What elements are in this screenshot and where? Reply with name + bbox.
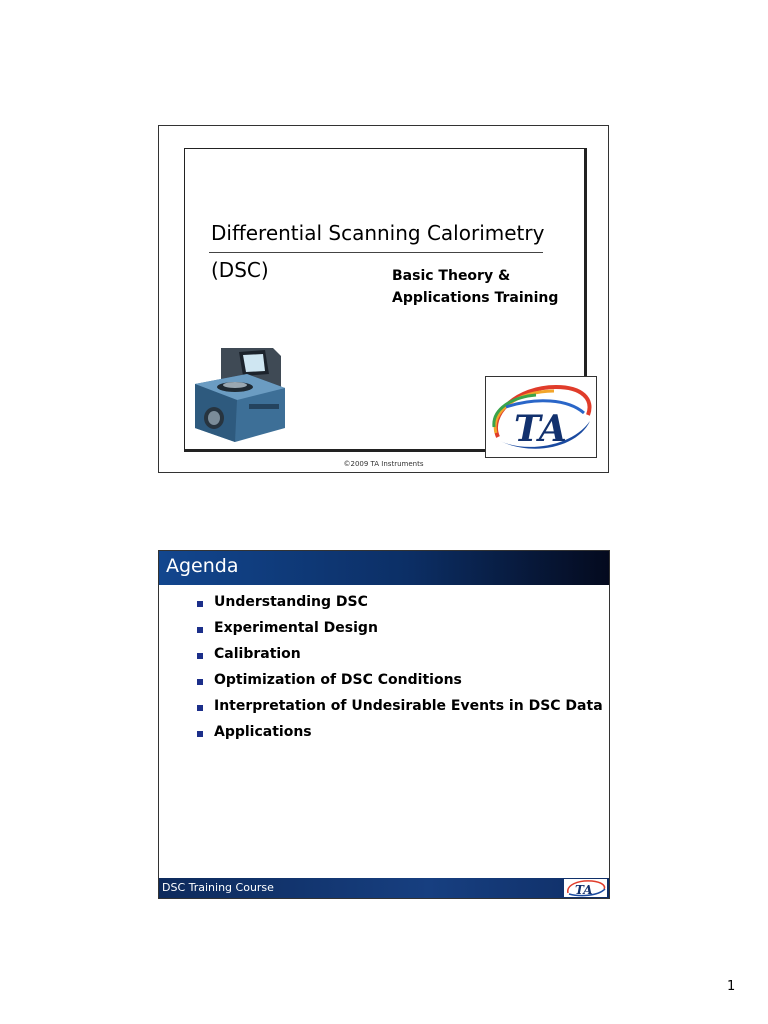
page-number: 1 (727, 979, 736, 994)
subtitle-line-1: Basic Theory & (392, 268, 511, 284)
slide-footer-bar (159, 878, 609, 898)
subtitle-line-2: Applications Training (392, 290, 559, 306)
dsc-instrument-image (191, 344, 291, 446)
bullet-icon (197, 731, 203, 737)
agenda-item: Applications (197, 724, 603, 750)
agenda-item: Optimization of DSC Conditions (197, 672, 603, 698)
agenda-item: Interpretation of Undesirable Events in DSC Data (197, 698, 603, 724)
footer-ta-logo (564, 879, 607, 897)
agenda-item: Experimental Design (197, 620, 603, 646)
slide-title: Differential Scanning Calorimetry (211, 221, 545, 245)
bullet-icon (197, 601, 203, 607)
ta-logo-text: TA (514, 408, 567, 450)
ta-logo (485, 376, 597, 458)
ta-logo-small-text: TA (575, 883, 593, 897)
agenda-slide (158, 550, 610, 899)
copyright-text: ©2009 TA Instruments (343, 460, 424, 468)
slide-header-bar (159, 551, 609, 585)
slide-title-abbrev: (DSC) (211, 258, 269, 282)
agenda-item: Calibration (197, 646, 603, 672)
ta-logo-small-icon (564, 879, 607, 897)
title-divider (209, 252, 543, 253)
agenda-item: Understanding DSC (197, 594, 603, 620)
agenda-title: Agenda (166, 555, 239, 577)
bullet-icon (197, 705, 203, 711)
agenda-list (197, 594, 603, 750)
bullet-icon (197, 679, 203, 685)
bullet-icon (197, 627, 203, 633)
slide-subtitle (392, 265, 558, 309)
footer-course-title: DSC Training Course (162, 881, 274, 894)
bullet-icon (197, 653, 203, 659)
ta-logo-icon (486, 377, 596, 457)
title-slide (158, 125, 609, 473)
